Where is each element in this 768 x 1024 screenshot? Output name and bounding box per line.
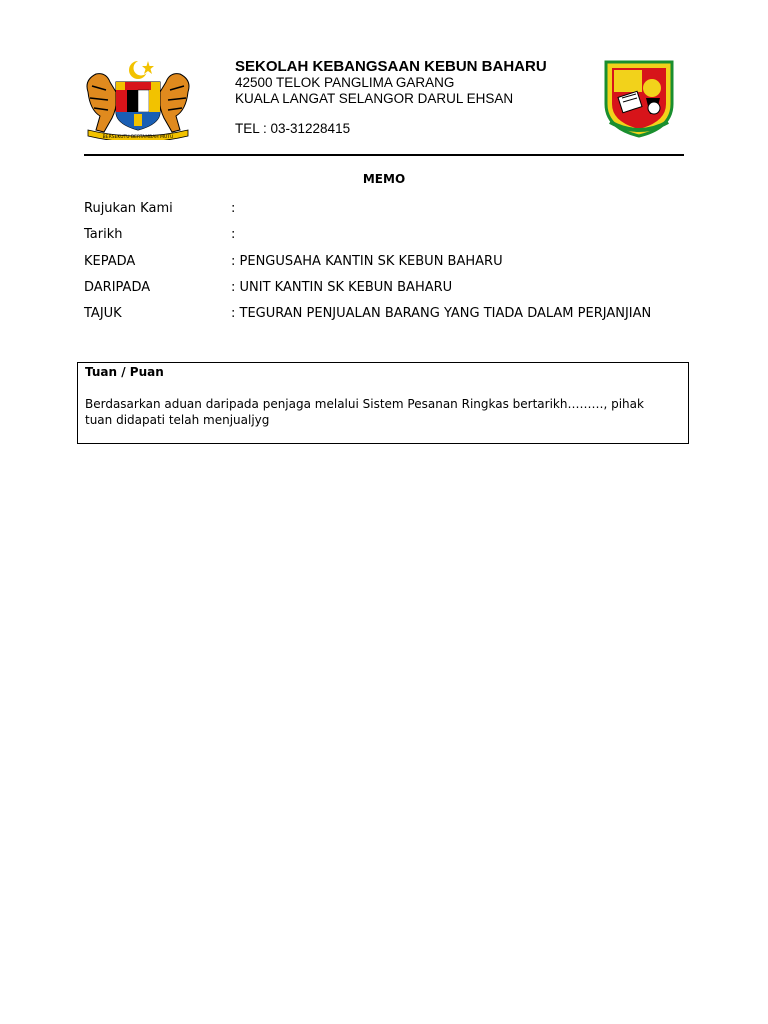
row-label: TAJUK xyxy=(84,306,122,321)
address-line-1: 42500 TELOK PANGLIMA GARANG xyxy=(235,75,455,90)
row-value: : UNIT KANTIN SK KEBUN BAHARU xyxy=(231,280,453,295)
malaysia-coat-of-arms-icon xyxy=(82,58,194,140)
row-value: : TEGURAN PENJUALAN BARANG YANG TIADA DALAM PERJANJIAN xyxy=(231,306,652,321)
row-value: : xyxy=(231,227,236,242)
telephone-number: TEL : 03-31228415 xyxy=(235,121,351,136)
row-label: Rujukan Kami xyxy=(84,201,173,216)
row-value: : PENGUSAHA KANTIN SK KEBUN BAHARU xyxy=(231,254,503,269)
memo-body-box xyxy=(77,362,689,444)
row-label: Tarikh xyxy=(84,227,123,242)
address-line-2: KUALA LANGAT SELANGOR DARUL EHSAN xyxy=(235,91,514,106)
salutation: Tuan / Puan xyxy=(85,365,164,379)
row-label: DARIPADA xyxy=(84,280,151,295)
row-value: : xyxy=(231,201,236,216)
header-divider xyxy=(84,154,684,156)
body-paragraph: Berdasarkan aduan daripada penjaga melalui Sistem Pesanan Ringkas bertarikh………, pihak tuan didapati telah menjualjyg xyxy=(85,397,644,427)
svg-text:BERSEKUTU BERTAMBAH MUTU: BERSEKUTU BERTAMBAH MUTU xyxy=(102,135,174,140)
school-name: SEKOLAH KEBANGSAAN KEBUN BAHARU xyxy=(235,58,547,75)
school-emblem-icon xyxy=(602,58,676,138)
row-label: KEPADA xyxy=(84,254,136,269)
memo-title: MEMO xyxy=(362,172,406,186)
